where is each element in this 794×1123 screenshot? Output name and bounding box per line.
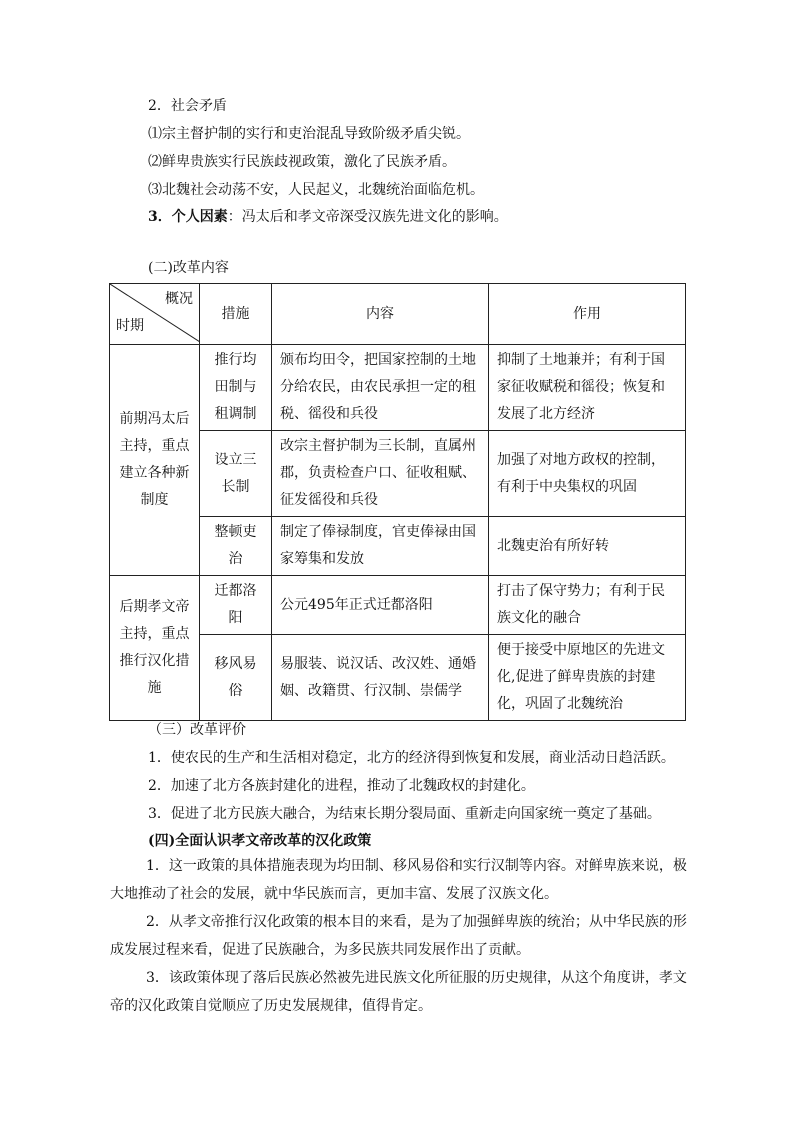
content-cell: 颁布均田令，把国家控制的土地分给农民，由农民承担一定的租税、徭役和兵役	[272, 345, 489, 431]
effect-cell: 加强了对地方政权的控制，有利于中央集权的巩固	[489, 431, 686, 517]
understanding-paragraph-2: 2．从孝文帝推行汉化政策的根本目的来看，是为了加强鲜卑族的统治；从中华民族的形成发展过程来看，促进了民族融合，为多民族共同发展作出了贡献。	[110, 914, 687, 958]
header-effect: 作用	[489, 284, 686, 345]
period-late: 后期孝文帝主持，重点推行汉化措施	[110, 576, 200, 721]
social-item-1: ⑴宗主督护制的实行和吏治混乱导致阶级矛盾尖锐。	[148, 126, 470, 142]
header-measure: 措施	[200, 284, 272, 345]
content-cell: 易服装、说汉话、改汉姓、通婚姻、改籍贯、行汉制、崇儒学	[272, 635, 489, 721]
social-item-3: ⑶北魏社会动荡不安，人民起义，北魏统治面临危机。	[148, 182, 484, 198]
table-row	[110, 345, 686, 431]
effect-cell: 便于接受中原地区的先进文化,促进了鲜卑贵族的封建化，巩固了北魏统治	[489, 635, 686, 721]
reform-content-table	[109, 283, 686, 721]
personal-factor-label: 3．个人因素	[148, 209, 228, 225]
evaluation-item-1: 1．使农民的生产和生活相对稳定，北方的经济得到恢复和发展，商业活动日趋活跃。	[148, 750, 675, 766]
personal-factor-line	[148, 207, 508, 227]
evaluation-item-2: 2．加速了北方各族封建化的进程，推动了北魏政权的封建化。	[148, 778, 535, 794]
effect-cell: 抑制了土地兼并；有利于国家征收赋税和徭役；恢复和发展了北方经济	[489, 345, 686, 431]
personal-factor-text: ：冯太后和孝文帝深受汉族先进文化的影响。	[227, 209, 508, 225]
understanding-heading: (四)全面认识孝文帝改革的汉化政策	[148, 833, 372, 849]
content-cell: 制定了俸禄制度，官吏俸禄由国家筹集和发放	[272, 517, 489, 576]
section-heading-social: 2．社会矛盾	[148, 98, 227, 114]
measure-cell: 迁都洛阳	[200, 576, 272, 635]
table-title: (二)改革内容	[148, 260, 229, 276]
understanding-paragraph-3: 3．该政策体现了落后民族必然被先进民族文化所征服的历史规律，从这个角度讲，孝文帝的汉化政策自觉顺应了历史发展规律，值得肯定。	[110, 970, 687, 1014]
understanding-paragraph-1: 1．这一政策的具体措施表现为均田制、移风易俗和实行汉制等内容。对鲜卑族来说，极大地推动了社会的发展，就中华民族而言，更加丰富、发展了汉族文化。	[110, 858, 687, 902]
table-corner-cell	[110, 284, 200, 345]
measure-cell: 整顿吏治	[200, 517, 272, 576]
effect-cell: 北魏吏治有所好转	[489, 517, 686, 576]
header-content: 内容	[272, 284, 489, 345]
corner-label-period: 时期	[116, 318, 144, 334]
content-cell: 公元495年正式迁都洛阳	[272, 576, 489, 635]
period-early: 前期冯太后主持，重点建立各种新制度	[110, 345, 200, 576]
evaluation-heading: （三）改革评价	[148, 722, 246, 738]
effect-cell: 打击了保守势力；有利于民族文化的融合	[489, 576, 686, 635]
measure-cell: 设立三长制	[200, 431, 272, 517]
evaluation-item-3: 3．促进了北方民族大融合，为结束长期分裂局面、重新走向国家统一奠定了基础。	[148, 806, 661, 822]
measure-cell: 推行均田制与租调制	[200, 345, 272, 431]
table-row	[110, 576, 686, 635]
content-cell: 改宗主督护制为三长制，直属州郡，负责检查户口、征收租赋、征发徭役和兵役	[272, 431, 489, 517]
corner-label-overview: 概况	[165, 291, 193, 307]
measure-cell: 移风易俗	[200, 635, 272, 721]
social-item-2: ⑵鲜卑贵族实行民族歧视政策，激化了民族矛盾。	[148, 154, 456, 170]
